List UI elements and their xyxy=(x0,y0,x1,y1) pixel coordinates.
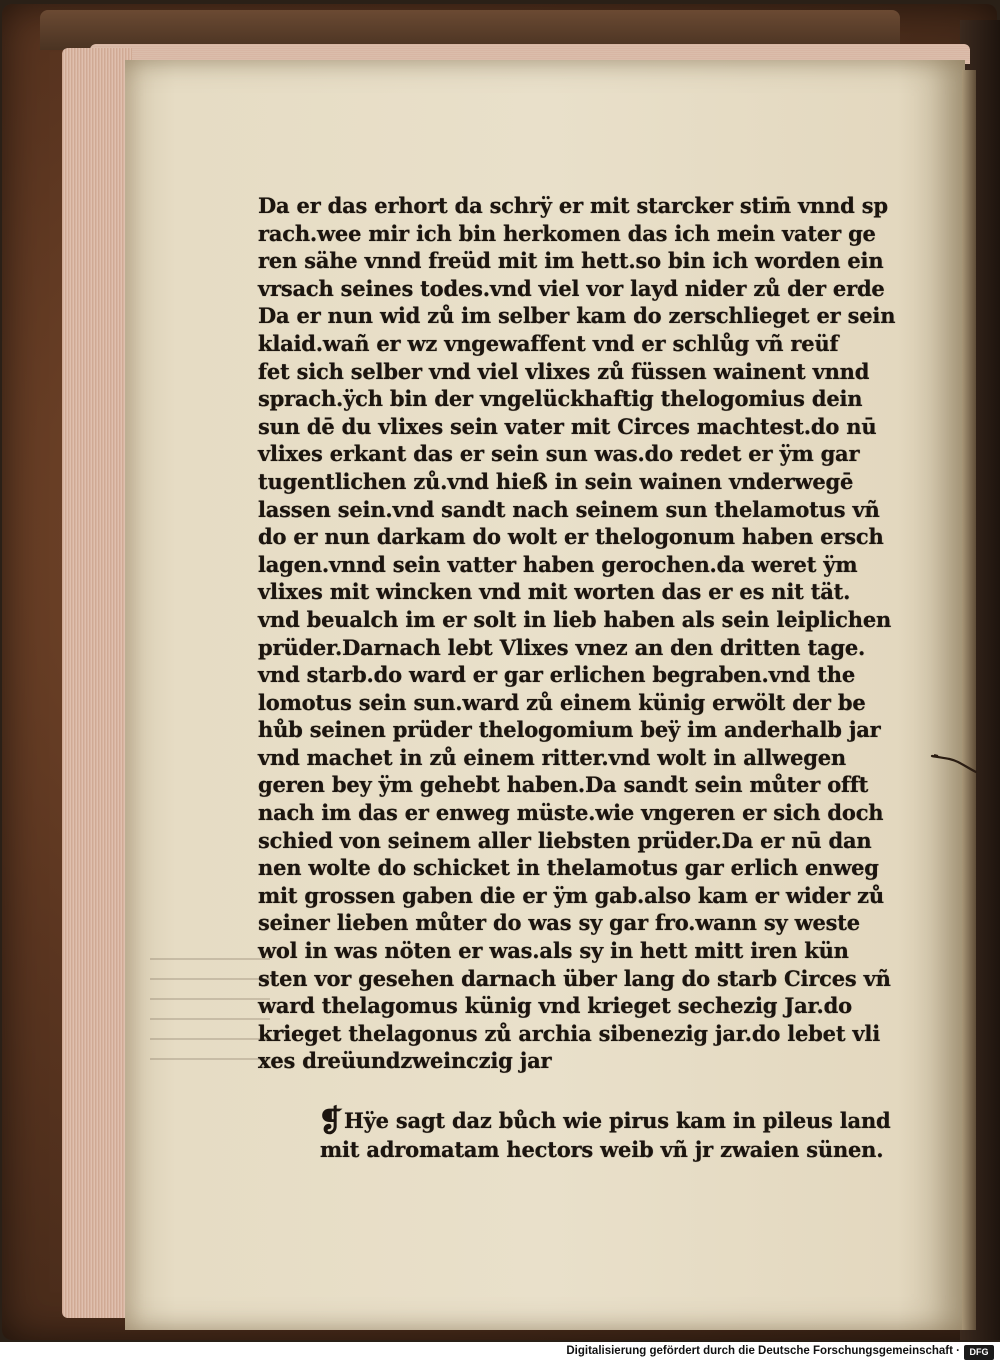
text-line: vnd machet in zů einem ritter.vnd wolt in allwegen xyxy=(258,744,846,770)
heading-line: mit adromatam hectors weib vñ jr zwaien sünen. xyxy=(320,1137,884,1162)
text-line: prüder.Darnach lebt Vlixes vnez an den dritten tage. xyxy=(258,634,866,660)
text-line: fet sich selber vnd viel vlixes zů füssen wainent vnnd xyxy=(258,358,870,384)
text-line: vrsach seines todes.vnd viel vor layd nider zů der erde xyxy=(258,275,885,301)
text-line: krieget thelagonus zů archia sibenezig jar.do lebet vli xyxy=(258,1020,880,1046)
text-line: sten vor gesehen darnach über lang do starb Circes vñ xyxy=(258,965,891,991)
text-line: hůb seinen prüder thelogomium beÿ im anderhalb jar xyxy=(258,717,881,743)
body-text xyxy=(258,192,898,1075)
text-line: wol in was nöten er was.als sy in hett mitt iren kün xyxy=(258,938,849,964)
text-line: vnd beualch im er solt in lieb haben als sein leiplichen xyxy=(258,606,892,632)
page-gutter xyxy=(962,70,976,1330)
text-line: ren sähe vnnd freüd mit im hett.so bin ich worden ein xyxy=(258,248,884,274)
text-line: klaid.wañ er wz vngewaffent vnd er schlůg vñ reüf xyxy=(258,330,839,356)
text-line: ward thelagomus künig vnd krieget sechezig Jar.do xyxy=(258,993,852,1019)
text-line: vnd starb.do ward er gar erlichen begraben.vnd the xyxy=(258,662,855,688)
funding-credit: Digitalisierung gefördert durch die Deutsche Forschungsgemeinschaft · xyxy=(566,1345,960,1357)
text-line: mit grossen gaben die er ÿm gab.also kam er wider zů xyxy=(258,882,884,908)
text-line: vlixes mit wincken vnd mit worten das er es nit tät. xyxy=(258,579,851,605)
text-line: Da er das erhort da schrÿ er mit starcker stim̄ vnnd sp xyxy=(258,193,888,218)
dfg-logo: DFG xyxy=(964,1345,994,1360)
digitization-footer xyxy=(0,1342,1000,1363)
text-line: tugentlichen zů.vnd hieß in sein wainen vnderwegē xyxy=(258,468,854,494)
text-line: nen wolte do schicket in thelamotus gar erlich enweg xyxy=(258,855,879,881)
page-edges-left xyxy=(62,48,132,1318)
text-line: geren bey ÿm gehebt haben.Da sandt sein můter offt xyxy=(258,772,869,798)
text-line: seiner lieben můter do was sy gar fro.wann sy weste xyxy=(258,910,860,936)
text-line: do er nun darkam do wolt er thelogonum haben ersch xyxy=(258,524,884,550)
text-line: xes dreüundzweinczig jar xyxy=(258,1048,552,1074)
text-line: lomotus sein sun.ward zů einem künig erwölt der be xyxy=(258,689,866,715)
pilcrow-mark: ❡ xyxy=(318,1104,344,1139)
ink-show-through xyxy=(150,940,270,1060)
margin-ink-mark xyxy=(930,752,980,774)
chapter-heading xyxy=(320,1106,920,1164)
heading-line: Hÿe sagt daz bůch wie pirus kam in pileus land xyxy=(344,1108,891,1133)
text-line: sun dē du vlixes sein vater mit Circes machtest.do nū xyxy=(258,413,877,439)
text-line: lagen.vnnd sein vatter haben gerochen.da weret ÿm xyxy=(258,551,858,577)
text-line: nach im das er enweg müste.wie vngeren er sich doch xyxy=(258,800,884,826)
text-line: Da er nun wid zů im selber kam do zerschlieget er sein xyxy=(258,303,896,329)
text-line: sprach.ÿch bin der vngelückhaftig thelogomius dein xyxy=(258,386,863,412)
text-line: schied von seinem aller liebsten prüder.Da er nū dan xyxy=(258,827,872,853)
text-line: lassen sein.vnd sandt nach seinem sun thelamotus vñ xyxy=(258,496,880,522)
text-line: rach.wee mir ich bin herkomen das ich mein vater ge xyxy=(258,220,876,246)
text-line: vlixes erkant das er sein sun was.do redet er ÿm gar xyxy=(258,441,860,467)
